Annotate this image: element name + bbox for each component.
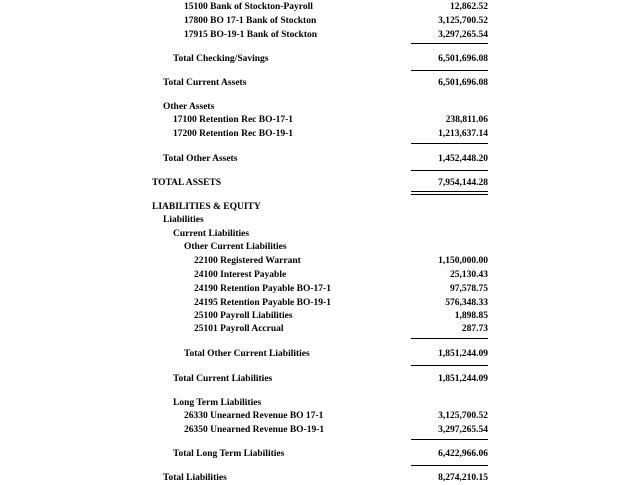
total-label: Total Liabilities (163, 473, 227, 483)
grand-total-row (0, 176, 640, 190)
total-row (0, 447, 640, 461)
account-row (0, 409, 640, 423)
subtotal-rule (411, 143, 488, 144)
total-label: Total Long Term Liabilities (173, 449, 285, 459)
total-amount: 6,501,696.08 (438, 54, 488, 64)
section-label: LIABILITIES & EQUITY (152, 202, 261, 212)
account-label: 17915 BO-19-1 Bank of Stockton (184, 30, 318, 40)
total-label: Total Current Assets (163, 78, 247, 88)
total-row (0, 76, 640, 90)
account-amount: 97,578.75 (450, 284, 488, 294)
subtotal-rule (411, 170, 488, 171)
section-header (0, 227, 640, 241)
total-row (0, 152, 640, 166)
account-label: 25100 Payroll Liabilities (194, 311, 293, 321)
account-row (0, 322, 640, 336)
account-row (0, 0, 640, 14)
account-row (0, 282, 640, 296)
grand-total-label: TOTAL ASSETS (152, 178, 222, 188)
subtotal-rule (411, 465, 488, 466)
account-row (0, 254, 640, 268)
total-row (0, 347, 640, 361)
account-label: 24190 Retention Payable BO-17-1 (194, 284, 331, 294)
account-amount: 238,811.06 (445, 115, 488, 125)
account-row (0, 296, 640, 310)
section-header (0, 100, 640, 114)
section-header (0, 240, 640, 254)
section-label: Other Assets (163, 102, 215, 112)
account-label: 24100 Interest Payable (194, 270, 287, 280)
total-label: Total Other Current Liabilities (184, 349, 310, 359)
total-amount: 6,422,966.06 (438, 449, 488, 459)
section-label: Liabilities (163, 215, 204, 225)
account-amount: 12,862.52 (450, 2, 488, 12)
account-row (0, 268, 640, 282)
section-label: Current Liabilities (173, 229, 250, 239)
account-label: 25101 Payroll Accrual (194, 324, 284, 334)
account-label: 22100 Registered Warrant (194, 256, 301, 266)
account-amount: 1,898.85 (454, 311, 488, 321)
account-amount: 3,297,265.54 (438, 425, 488, 435)
section-header (0, 200, 640, 214)
total-row (0, 52, 640, 66)
total-label: Total Current Liabilities (173, 374, 273, 384)
account-row (0, 28, 640, 42)
section-label: Other Current Liabilities (184, 242, 287, 252)
section-label: Long Term Liabilities (173, 398, 262, 408)
account-label: 15100 Bank of Stockton-Payroll (184, 2, 313, 12)
account-row (0, 309, 640, 323)
account-label: 17800 BO 17-1 Bank of Stockton (184, 16, 317, 26)
account-row (0, 113, 640, 127)
account-amount: 3,297,265.54 (438, 30, 488, 40)
subtotal-rule (411, 439, 488, 440)
account-amount: 25,130.43 (450, 270, 488, 280)
account-label: 17100 Retention Rec BO-17-1 (173, 115, 294, 125)
account-amount: 1,213,637.14 (438, 129, 488, 139)
account-row (0, 14, 640, 28)
account-label: 26330 Unearned Revenue BO 17-1 (184, 411, 324, 421)
section-header (0, 213, 640, 227)
account-amount: 576,348.33 (445, 298, 488, 308)
account-label: 24195 Retention Payable BO-19-1 (194, 298, 331, 308)
total-label: Total Other Assets (163, 154, 238, 164)
account-row (0, 127, 640, 141)
double-rule (411, 191, 488, 195)
total-amount: 1,851,244.09 (438, 349, 488, 359)
total-label: Total Checking/Savings (173, 54, 269, 64)
total-amount: 1,452,448.20 (438, 154, 488, 164)
grand-total-amount: 7,954,144.28 (438, 178, 488, 188)
total-amount: 6,501,696.08 (438, 78, 488, 88)
account-amount: 1,150,000.00 (438, 256, 488, 266)
total-row (0, 471, 640, 485)
total-amount: 1,851,244.09 (438, 374, 488, 384)
total-amount: 8,274,210.15 (438, 473, 488, 483)
subtotal-rule (411, 338, 488, 339)
account-label: 26350 Unearned Revenue BO-19-1 (184, 425, 325, 435)
total-row (0, 372, 640, 386)
account-amount: 287.73 (461, 324, 488, 334)
account-label: 17200 Retention Rec BO-19-1 (173, 129, 294, 139)
subtotal-rule (411, 365, 488, 366)
section-header (0, 396, 640, 410)
subtotal-rule (411, 70, 488, 71)
account-amount: 3,125,700.52 (438, 411, 488, 421)
subtotal-rule (411, 43, 488, 44)
account-amount: 3,125,700.52 (438, 16, 488, 26)
account-row (0, 423, 640, 437)
